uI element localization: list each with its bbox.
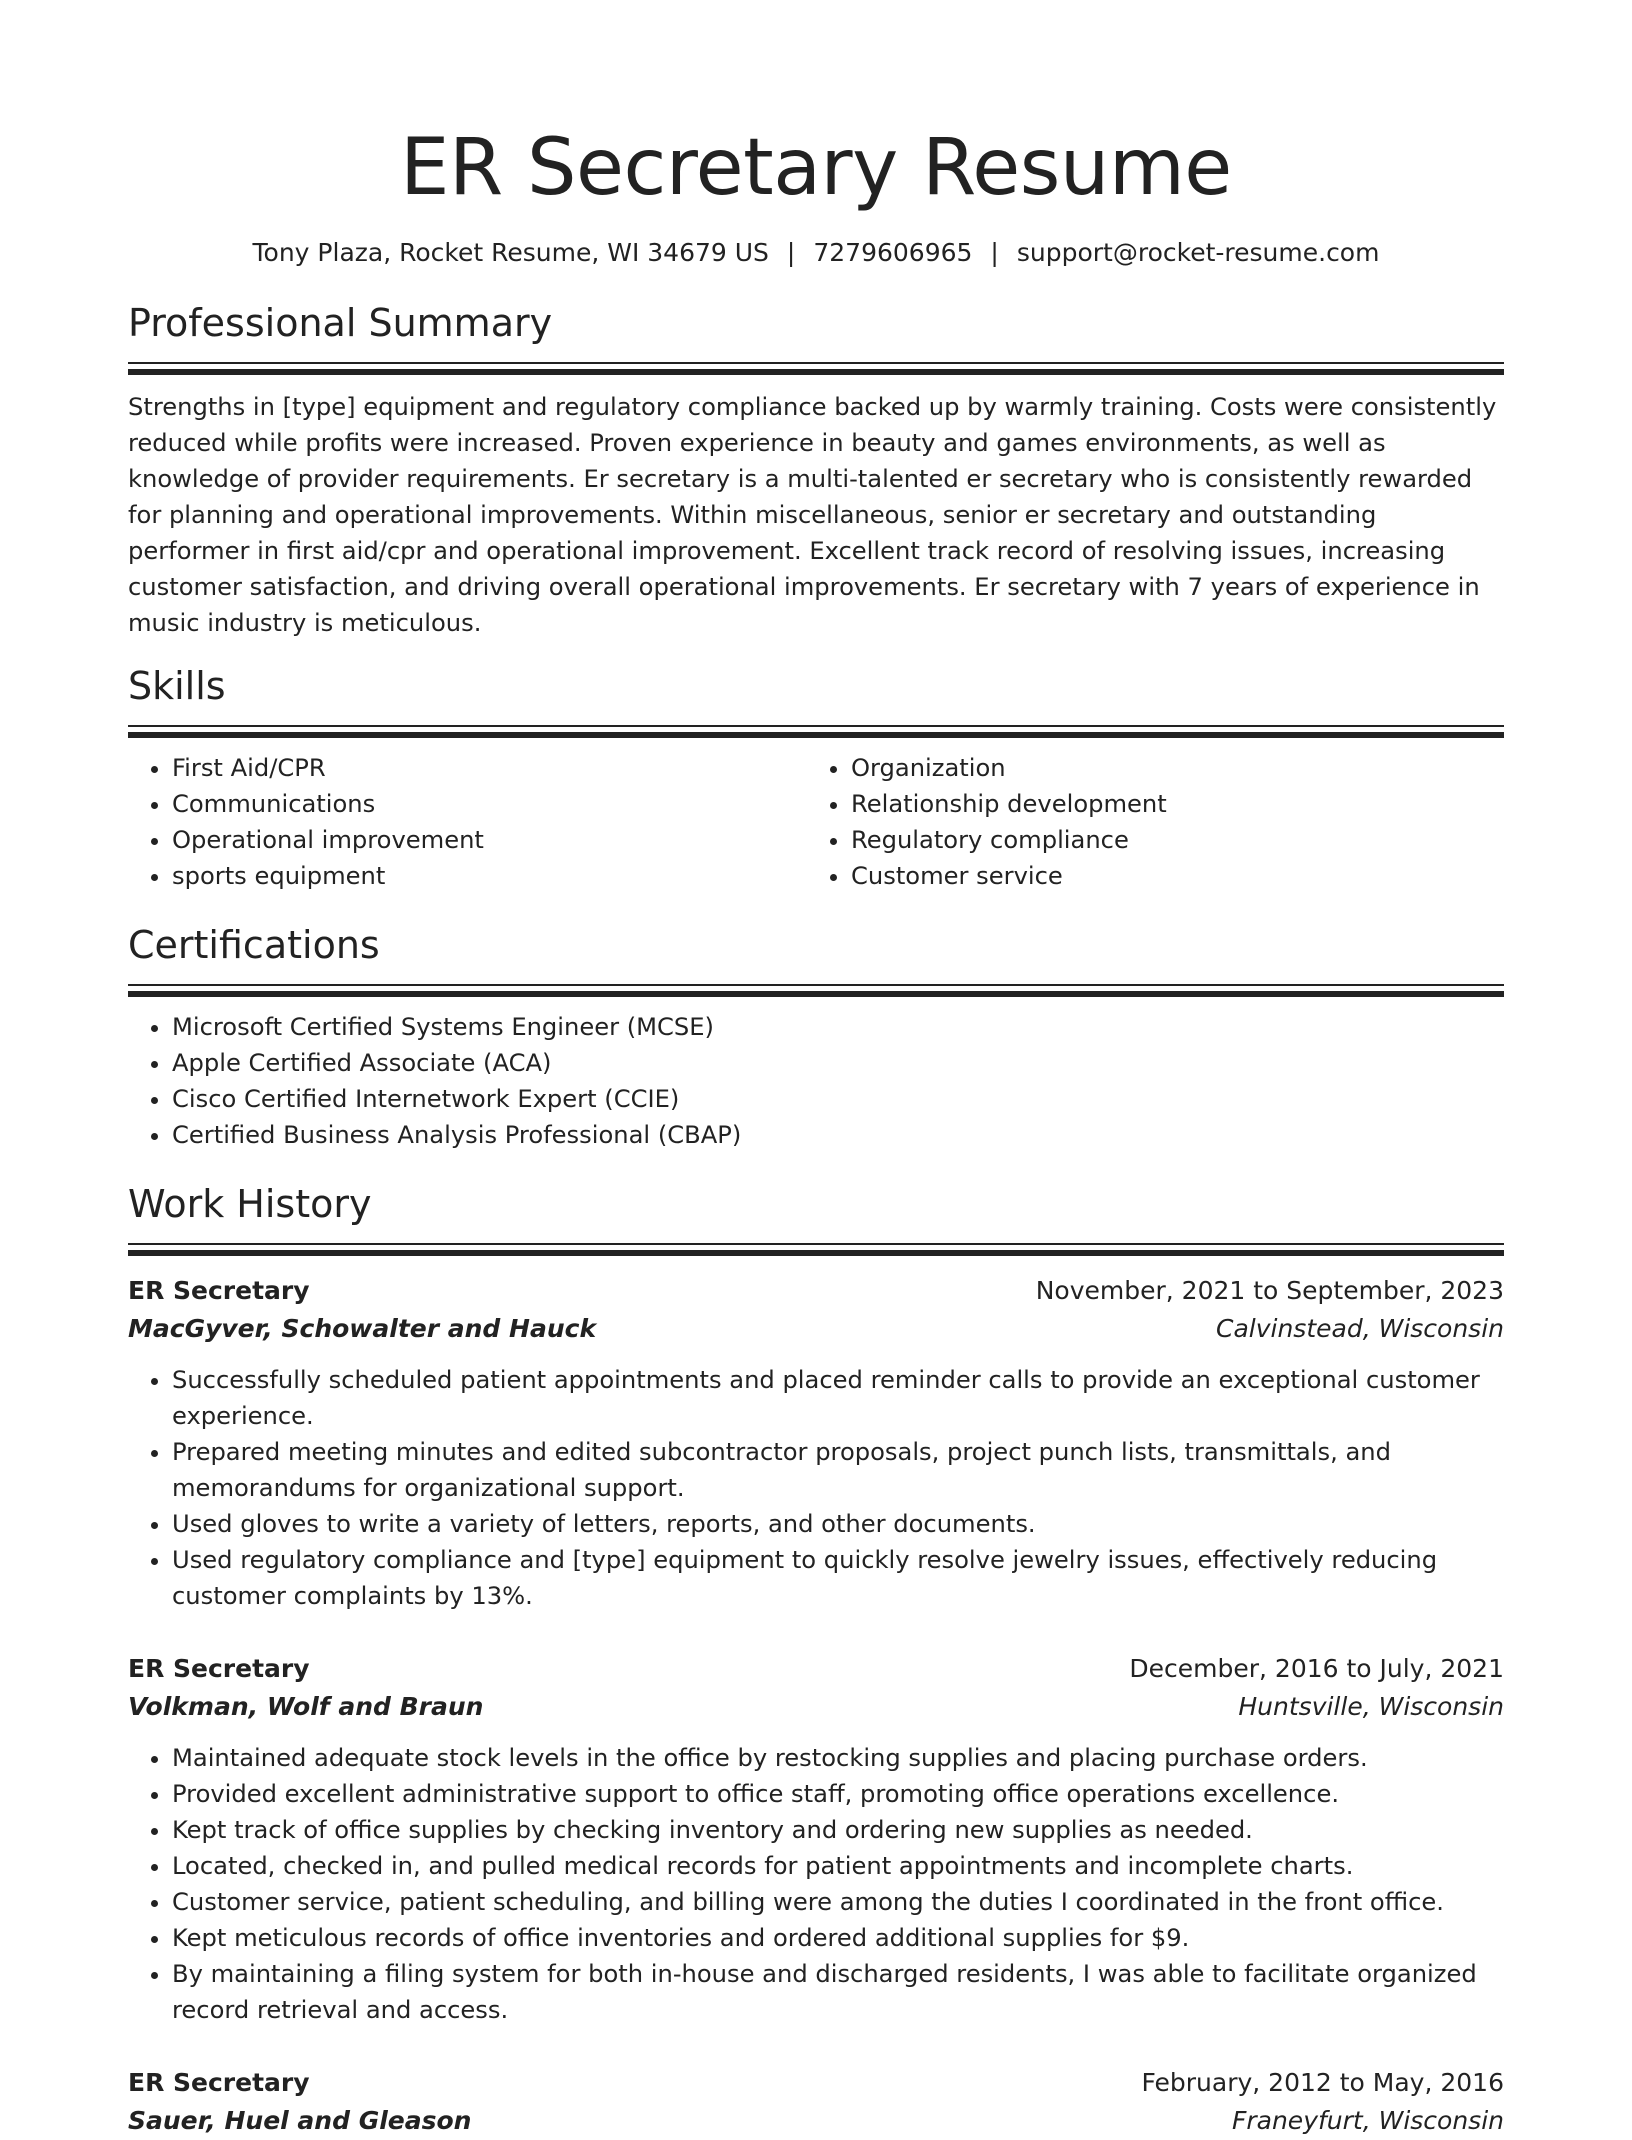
skills-section [128, 663, 1504, 894]
job-company: Sauer, Huel and Gleason [128, 2106, 472, 2135]
resume-page [128, 0, 1504, 2140]
job-dates: November, 2021 to September, 2023 [1035, 1276, 1504, 1305]
certification-item: • Certified Business Analysis Professional (CBAP) [172, 1117, 1504, 1153]
summary-section [128, 300, 1504, 641]
skills-grid [128, 750, 1504, 894]
contact-address: Tony Plaza, Rocket Resume, WI 34679 US [252, 238, 769, 267]
job-dates: December, 2016 to July, 2021 [1129, 1654, 1504, 1683]
job-entry [128, 2064, 1504, 2140]
job-bullets [128, 1362, 1504, 1614]
job-location: Huntsville, Wisconsin [1238, 1692, 1504, 1721]
job-bullets [128, 1740, 1504, 2028]
certification-item: • Microsoft Certified Systems Engineer (MCSE) [172, 1009, 1504, 1045]
skill-item: • Regulatory compliance [851, 822, 1486, 858]
summary-text: Strengths in [type] equipment and regulatory compliance backed up by warmly training. Costs were consistently reduced while profits were increased. Proven experience in beauty and games environments, as well as knowledge of provider requirements. Er secretary is a multi-talented er secretary who is consistently rewarded for planning and operational improvements. Within miscellaneous, senior er secretary and outstanding performer in first aid/cpr and operational improvement. Excellent track record of resolving issues, increasing customer satisfaction, and driving overall operational improvements. Er secretary with 7 years of experience in music industry is meticulous. [128, 393, 1497, 637]
job-location: Calvinstead, Wisconsin [1216, 1314, 1504, 1343]
certifications-section [128, 922, 1504, 1153]
skill-item: • Relationship development [851, 786, 1486, 822]
job-bullet: • Successfully scheduled patient appointments and placed reminder calls to provide an exceptional customer experience. [172, 1362, 1504, 1434]
contact-line [128, 236, 1504, 270]
skill-item: • Organization [851, 750, 1486, 786]
contact-email: support@rocket-resume.com [1016, 238, 1380, 267]
certification-item: • Apple Certified Associate (ACA) [172, 1045, 1504, 1081]
skill-item: • sports equipment [172, 858, 807, 894]
job-title: ER Secretary [128, 2068, 310, 2097]
job-header-row [128, 1650, 1504, 1688]
job-bullet: • Used regulatory compliance and [type] equipment to quickly resolve jewelry issues, effectively reducing customer complaints by 13%. [172, 1542, 1504, 1614]
skill-item: • Customer service [851, 858, 1486, 894]
job-bullet: • Kept track of office supplies by checking inventory and ordering new supplies as needed. [172, 1812, 1504, 1848]
job-bullet: • Maintained adequate stock levels in the office by restocking supplies and placing purchase orders. [172, 1740, 1504, 1776]
job-bullet: • Kept meticulous records of office inventories and ordered additional supplies for $9. [172, 1920, 1504, 1956]
section-rule-thick [128, 991, 1504, 997]
job-bullet: • Located, checked in, and pulled medical records for patient appointments and incomplete charts. [172, 1848, 1504, 1884]
skill-item: • First Aid/CPR [172, 750, 807, 786]
summary-heading: Professional Summary [128, 301, 553, 345]
job-company-row [128, 1310, 1504, 1348]
section-rule [128, 362, 1504, 364]
job-header-row [128, 2064, 1504, 2102]
job-dates: February, 2012 to May, 2016 [1141, 2068, 1504, 2097]
certifications-heading: Certifications [128, 923, 380, 967]
section-rule [128, 1243, 1504, 1245]
work-history-heading: Work History [128, 1182, 372, 1226]
skills-heading: Skills [128, 664, 226, 708]
contact-separator: | [990, 238, 999, 267]
section-rule-thick [128, 732, 1504, 738]
job-title: ER Secretary [128, 1654, 310, 1683]
job-header-row [128, 1272, 1504, 1310]
job-bullet: • Prepared meeting minutes and edited subcontractor proposals, project punch lists, transmittals, and memorandums for organizational support. [172, 1434, 1504, 1506]
certification-item: • Cisco Certified Internetwork Expert (CCIE) [172, 1081, 1504, 1117]
section-rule-thick [128, 1250, 1504, 1256]
work-history-section [128, 1181, 1504, 2140]
job-company: MacGyver, Schowalter and Hauck [128, 1314, 597, 1343]
job-bullet: • Provided excellent administrative support to office staff, promoting office operations excellence. [172, 1776, 1504, 1812]
section-rule-thick [128, 369, 1504, 375]
certifications-list [128, 1009, 1504, 1153]
job-title: ER Secretary [128, 1276, 310, 1305]
contact-separator: | [786, 238, 796, 267]
resume-title: ER Secretary Resume [400, 123, 1232, 213]
job-location: Franeyfurt, Wisconsin [1231, 2106, 1504, 2135]
contact-phone: 7279606965 [813, 238, 973, 267]
skills-list-left [128, 750, 807, 894]
job-entry [128, 1272, 1504, 1614]
skill-item: • Operational improvement [172, 822, 807, 858]
job-entry [128, 1650, 1504, 2028]
job-company-row [128, 1688, 1504, 1726]
job-bullet: • Customer service, patient scheduling, and billing were among the duties I coordinated in the front office. [172, 1884, 1504, 1920]
section-rule [128, 725, 1504, 727]
skills-list-right [807, 750, 1486, 894]
job-company-row [128, 2102, 1504, 2140]
section-rule [128, 984, 1504, 986]
job-bullet: • By maintaining a filing system for both in-house and discharged residents, I was able to facilitate organized record retrieval and access. [172, 1956, 1504, 2028]
skill-item: • Communications [172, 786, 807, 822]
job-bullet: • Used gloves to write a variety of letters, reports, and other documents. [172, 1506, 1504, 1542]
job-company: Volkman, Wolf and Braun [128, 1692, 484, 1721]
